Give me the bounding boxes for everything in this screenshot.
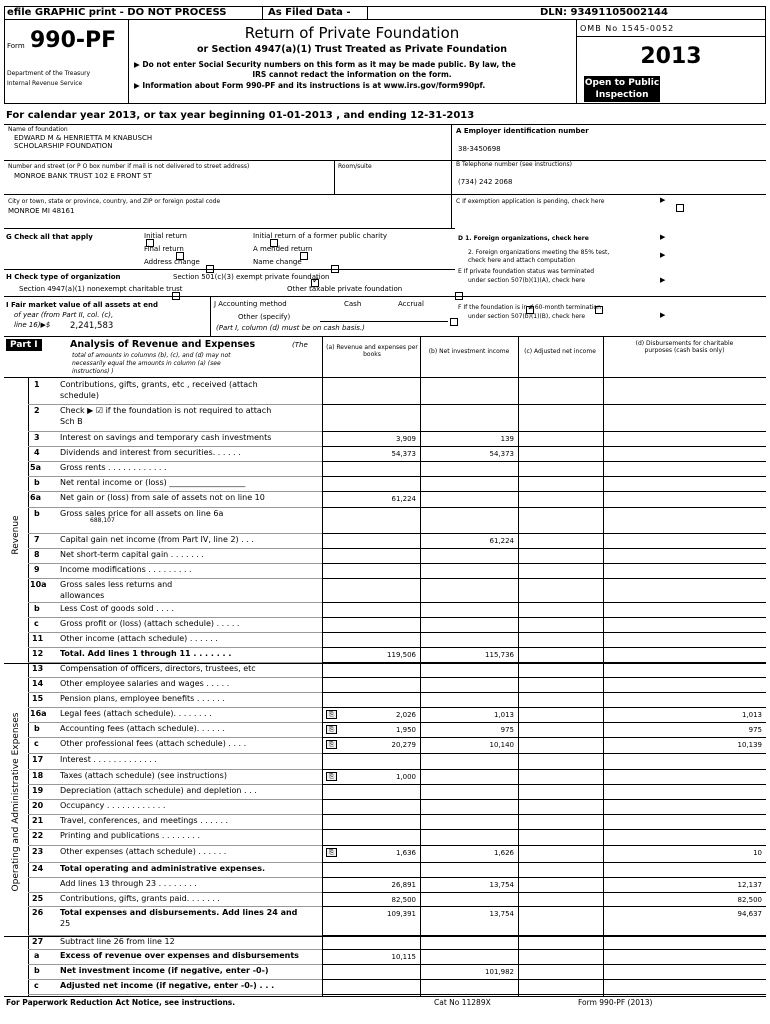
name-label: Name of foundation: [8, 126, 68, 133]
row-separator: [322, 829, 766, 830]
amount-col-a: 1,950: [395, 726, 416, 734]
row-separator: [322, 507, 766, 508]
row-separator-label: [28, 707, 322, 708]
amount-col-a: 61,224: [391, 495, 416, 503]
row-separator-label: [28, 994, 322, 995]
amount-col-a: 26,891: [391, 881, 416, 889]
amount-col-b: 13,754: [489, 910, 514, 918]
attachment-icon[interactable]: ⎘: [326, 848, 337, 857]
line-number: 5a: [30, 463, 41, 472]
c-label: C If exemption application is pending, check here: [456, 198, 605, 205]
amount-col-b: 115,736: [485, 651, 514, 659]
row-separator-label: [28, 617, 322, 618]
notice-irs: IRS cannot redact the information on the form.: [252, 70, 452, 79]
line-label-continued: allowances: [60, 591, 105, 600]
filed-banner: As Filed Data -: [268, 7, 351, 18]
part1-desc-1: total of amounts in columns (b), (c), and (d) may not: [72, 352, 231, 359]
row-separator-label: [28, 662, 322, 663]
line-number: b: [34, 966, 40, 975]
amount-col-d: 1,013: [741, 711, 762, 719]
line-number: b: [34, 604, 40, 613]
row-separator: [322, 949, 766, 950]
row-separator: [322, 533, 766, 534]
row-separator-label: [28, 491, 322, 492]
amount-col-a: 1,636: [395, 849, 416, 857]
row-separator: [322, 964, 766, 965]
line-label: Income modifications . . . . . . . . .: [60, 565, 192, 574]
line-number: 1: [34, 380, 40, 389]
city-value: MONROE MI 48161: [8, 207, 75, 215]
row-separator: [322, 845, 766, 846]
row-separator-label: [28, 647, 322, 648]
phone-value: (734) 242 2068: [458, 178, 513, 186]
line-number: 8: [34, 550, 40, 559]
line-number: 6a: [30, 493, 41, 502]
line-number: 10a: [30, 580, 47, 589]
line-number: 26: [32, 908, 44, 917]
footer-paperwork: For Paperwork Reduction Act Notice, see instructions.: [6, 998, 236, 1007]
efile-banner: efile GRAPHIC print - DO NOT PROCESS: [7, 7, 227, 18]
row-separator-label: [28, 906, 322, 907]
initial-former-label: Initial return of a former public charity: [253, 232, 388, 240]
row-separator-label: [28, 677, 322, 678]
line-label: Net investment income (if negative, enter -0-): [60, 966, 269, 975]
line-number: 12: [32, 649, 44, 658]
row-separator: [322, 994, 766, 995]
line-label: Net rental income or (loss) ___________________: [60, 478, 246, 487]
amount-col-a: 20,279: [391, 741, 416, 749]
line-label: Contributions, gifts, grants, etc , received (attach: [60, 380, 258, 389]
row-separator: [322, 617, 766, 618]
f-label-1: F If the foundation is in a 60-month termination: [458, 304, 601, 311]
e-label-1: E If private foundation status was terminated: [458, 268, 595, 275]
row-separator-label: [28, 548, 322, 549]
line-label: Other professional fees (attach schedule) . . . .: [60, 739, 247, 748]
line-number: 21: [32, 816, 44, 825]
form-prefix: Form: [7, 42, 25, 50]
row-separator-label: [28, 692, 322, 693]
row-separator: [322, 707, 766, 708]
amount-col-a: 82,500: [391, 896, 416, 904]
row-separator: [322, 461, 766, 462]
line-label: Gross profit or (loss) (attach schedule) . . . . .: [60, 619, 240, 628]
h-4947-label: Section 4947(a)(1) nonexempt charitable trust: [19, 285, 183, 293]
row-separator-label: [28, 431, 322, 432]
amount-col-b: 975: [500, 726, 514, 734]
line-number: 25: [32, 894, 44, 903]
f-label-2: under section 507(b)(1)(B), check here: [468, 313, 586, 320]
row-separator: [322, 769, 766, 770]
amount-col-a: 2,026: [395, 711, 416, 719]
line-number: b: [34, 478, 40, 487]
h-other-label: Other taxable private foundation: [287, 285, 403, 293]
row-separator: [322, 662, 766, 663]
line-number: b: [34, 724, 40, 733]
row-separator-label: [28, 784, 322, 785]
line-label-continued: 25: [60, 919, 71, 928]
col-c-header: (c) Adjusted net income: [524, 348, 596, 355]
d2-label-2: check here and attach computation: [468, 257, 576, 264]
line-number: c: [34, 981, 39, 990]
line-label: Dividends and interest from securities. . . . . .: [60, 448, 241, 457]
part1-desc-3: instructions) ): [72, 368, 114, 375]
row-separator: [322, 548, 766, 549]
row-separator: [322, 431, 766, 432]
row-separator: [322, 979, 766, 980]
col-d-header: (d) Disbursements for charitable purposes (cash basis only): [635, 340, 734, 354]
row-separator-label: [28, 753, 322, 754]
line-number: 24: [32, 864, 44, 873]
row-separator: [322, 753, 766, 754]
line-label: Gross rents . . . . . . . . . . . .: [60, 463, 167, 472]
row-separator-label: [28, 578, 322, 579]
row-separator-label: [28, 722, 322, 723]
row-separator: [322, 814, 766, 815]
final-return-label: Final return: [144, 245, 184, 253]
row-separator: [322, 935, 766, 936]
fmv-value: 2,241,583: [70, 321, 114, 331]
amount-col-b: 101,982: [485, 968, 514, 976]
line-number: 27: [32, 937, 44, 946]
line-number: 15: [32, 694, 44, 703]
row-separator: [322, 737, 766, 738]
line-label: Net short-term capital gain . . . . . . .: [60, 550, 204, 559]
calendar-line: For calendar year 2013, or tax year beginning 01-01-2013 , and ending 12-31-2013: [6, 110, 475, 121]
initial-return-label: Initial return: [144, 232, 187, 240]
amount-col-b: 61,224: [489, 537, 514, 545]
row-separator: [322, 722, 766, 723]
footer-form: Form 990-PF (2013): [578, 998, 653, 1007]
amount-col-a: 54,373: [391, 450, 416, 458]
open-public-badge: Open to Public Inspection: [584, 78, 660, 100]
part1-title: Analysis of Revenue and Expenses: [70, 339, 256, 350]
row-separator-label: [28, 404, 322, 405]
line-label-continued: schedule): [60, 391, 99, 400]
line-label: Interest . . . . . . . . . . . . .: [60, 755, 157, 764]
line-label: Capital gain net income (from Part IV, line 2) . . .: [60, 535, 254, 544]
row-separator: [322, 799, 766, 800]
row-separator-label: [28, 533, 322, 534]
dln: DLN: 93491105002144: [540, 7, 668, 18]
line-number: 22: [32, 831, 44, 840]
accrual-label: Accrual: [398, 300, 424, 308]
line-number: 13: [32, 664, 44, 673]
line-label-continued: Sch B: [60, 417, 83, 426]
row-separator-label: [28, 949, 322, 950]
amount-col-a: 1,000: [395, 773, 416, 781]
line-label: Net gain or (loss) from sale of assets not on line 10: [60, 493, 265, 502]
amount-col-a: 109,391: [387, 910, 416, 918]
row-separator-label: [28, 602, 322, 603]
line-number: c: [34, 739, 39, 748]
line-number: 2: [34, 406, 40, 415]
j-label: J Accounting method: [214, 300, 287, 308]
line-label: Check ▶ ☑ if the foundation is not required to attach: [60, 406, 272, 415]
row-separator-label: [28, 632, 322, 633]
line-label: Subtract line 26 from line 12: [60, 937, 175, 946]
line-label: Contributions, gifts, grants paid. . . . . . .: [60, 894, 220, 903]
part1-tag: Part I: [6, 339, 42, 351]
i-line-3: line 16)▶$: [14, 321, 51, 329]
line-label: Other income (attach schedule) . . . . . .: [60, 634, 218, 643]
row-separator-label: [28, 461, 322, 462]
attachment-icon[interactable]: ⎘: [326, 772, 337, 781]
c-checkbox[interactable]: [676, 204, 684, 212]
line-number: b: [34, 509, 40, 518]
amount-col-d: 10: [753, 849, 762, 857]
j-note: (Part I, column (d) must be on cash basis.): [216, 324, 365, 332]
row-separator: [322, 647, 766, 648]
line-number: 3: [34, 433, 40, 442]
line-number: 4: [34, 448, 40, 457]
attachment-icon[interactable]: ⎘: [326, 710, 337, 719]
i-line-2: of year (from Part II, col. (c),: [14, 311, 114, 319]
amount-col-d: 10,139: [737, 741, 762, 749]
row-separator-label: [28, 563, 322, 564]
col-a-header: (a) Revenue and expenses per books: [326, 344, 418, 358]
col-b-header: (b) Net investment income: [428, 348, 510, 355]
row-separator-label: [28, 892, 322, 893]
amount-col-b: 1,626: [493, 849, 514, 857]
line-number: a: [34, 951, 40, 960]
revenue-side-label: Revenue: [11, 515, 21, 555]
notice-info: ▶ Information about Form 990-PF and its instructions is at www.irs.gov/form990pf.: [134, 81, 486, 90]
line-number: 20: [32, 801, 44, 810]
row-separator-label: [28, 845, 322, 846]
line-number: c: [34, 619, 39, 628]
org-name-2: SCHOLARSHIP FOUNDATION: [14, 142, 113, 150]
other-method-label: Other (specify): [238, 313, 291, 321]
amount-col-d: 94,637: [737, 910, 762, 918]
line-label: Legal fees (attach schedule). . . . . . . .: [60, 709, 212, 718]
line-number: 11: [32, 634, 44, 643]
tax-year: 2013: [640, 44, 702, 69]
h-501c3-label: Section 501(c)(3) exempt private foundation: [173, 273, 330, 281]
amount-col-b: 10,140: [489, 741, 514, 749]
row-separator-label: [28, 877, 322, 878]
line-number: 14: [32, 679, 44, 688]
row-separator-label: [28, 446, 322, 447]
row-separator: [322, 862, 766, 863]
org-name-1: EDWARD M & HENRIETTA M KNABUSCH: [14, 134, 153, 142]
footer-cat: Cat No 11289X: [434, 998, 491, 1007]
row-separator: [322, 632, 766, 633]
row-separator-label: [28, 737, 322, 738]
line-number: 16a: [30, 709, 47, 718]
line-label: Total operating and administrative expenses.: [60, 864, 265, 873]
row-separator: [322, 692, 766, 693]
line-label: Other expenses (attach schedule) . . . . . .: [60, 847, 227, 856]
row-separator-label: [28, 964, 322, 965]
row-separator: [322, 491, 766, 492]
amount-col-a: 119,506: [387, 651, 416, 659]
street-label: Number and street (or P O box number if mail is not delivered to street address): [8, 163, 250, 170]
row-separator: [322, 892, 766, 893]
name-change-label: Name change: [253, 258, 302, 266]
amount-col-b: 54,373: [489, 450, 514, 458]
h-label: H Check type of organization: [6, 273, 121, 281]
line-label: Depreciation (attach schedule) and depletion . . .: [60, 786, 257, 795]
row-separator: [322, 877, 766, 878]
row-separator-label: [28, 769, 322, 770]
line-label: Accounting fees (attach schedule). . . . . .: [60, 724, 225, 733]
expenses-side-label: Operating and Administrative Expenses: [11, 712, 21, 892]
i-line-1: I Fair market value of all assets at end: [6, 301, 159, 309]
form-subtitle: or Section 4947(a)(1) Trust Treated as Private Foundation: [196, 44, 508, 55]
row-separator: [322, 906, 766, 907]
notice-ssn: ▶ Do not enter Social Security numbers on this form as it may be made public. By law, the: [134, 60, 516, 69]
line-label: Adjusted net income (if negative, enter -0-) . . .: [60, 981, 275, 990]
row-separator: [322, 476, 766, 477]
row-separator: [322, 446, 766, 447]
amended-label: A mended return: [253, 245, 313, 253]
cash-label: Cash: [344, 300, 362, 308]
row-separator: [322, 578, 766, 579]
amount-col-b: 13,754: [489, 881, 514, 889]
row-separator-label: [28, 862, 322, 863]
d1-label: D 1. Foreign organizations, check here: [458, 235, 589, 242]
line-label: Add lines 13 through 23 . . . . . . . .: [60, 879, 197, 888]
amount-col-b: 139: [500, 435, 514, 443]
dept-treasury: Department of the Treasury: [7, 70, 91, 77]
amount-col-d: 82,500: [737, 896, 762, 904]
other-method-checkbox[interactable]: [450, 318, 458, 326]
attachment-icon[interactable]: ⎘: [326, 725, 337, 734]
line-number: 9: [34, 565, 40, 574]
row-separator-label: [28, 799, 322, 800]
ein-value: 38-3450698: [458, 145, 501, 153]
row-separator-label: [28, 507, 322, 508]
line-label: Excess of revenue over expenses and disbursements: [60, 951, 299, 960]
line-number: 7: [34, 535, 40, 544]
amount-col-d: 12,137: [737, 881, 762, 889]
row-separator-label: [28, 979, 322, 980]
g-label: G Check all that apply: [6, 233, 93, 241]
form-number: 990-PF: [30, 28, 117, 53]
address-change-label: Address change: [144, 258, 200, 266]
row-separator: [322, 784, 766, 785]
d2-label-1: 2. Foreign organizations meeting the 85% test,: [468, 249, 610, 256]
line-label: Travel, conferences, and meetings . . . . . .: [60, 816, 229, 825]
line-label: Compensation of officers, directors, trustees, etc: [60, 664, 256, 673]
attachment-icon[interactable]: ⎘: [326, 740, 337, 749]
dept-irs: Internal Revenue Service: [7, 80, 83, 87]
part1-title-note: (The: [292, 341, 308, 349]
line-number: 23: [32, 847, 44, 856]
line-label: Occupancy . . . . . . . . . . . .: [60, 801, 166, 810]
room-label: Room/suite: [338, 163, 372, 170]
street-value: MONROE BANK TRUST 102 E FRONT ST: [14, 172, 152, 180]
line-label: Taxes (attach schedule) (see instructions): [60, 771, 227, 780]
e-label-2: under section 507(b)(1)(A), check here: [468, 277, 586, 284]
row-separator-label: [28, 829, 322, 830]
phone-label: B Telephone number (see instructions): [456, 161, 572, 168]
line-label: Other employee salaries and wages . . . . .: [60, 679, 230, 688]
line-label: Gross sales less returns and: [60, 580, 173, 589]
omb-number: OMB No 1545-0052: [580, 24, 675, 33]
line-label-continued: 688,107: [90, 517, 115, 524]
row-separator: [322, 677, 766, 678]
line-label: Gross sales price for all assets on line 6a: [60, 509, 224, 518]
line-label: Total expenses and disbursements. Add lines 24 and: [60, 908, 298, 917]
line-number: 17: [32, 755, 44, 764]
row-separator: [322, 602, 766, 603]
row-separator: [322, 563, 766, 564]
part1-desc-2: necessarily equal the amounts in column (a) (see: [72, 360, 221, 367]
amount-col-a: 10,115: [391, 953, 416, 961]
line-label: Printing and publications . . . . . . . .: [60, 831, 201, 840]
line-number: 18: [32, 771, 44, 780]
form-title: Return of Private Foundation: [244, 24, 460, 42]
line-number: 19: [32, 786, 44, 795]
line-label: Interest on savings and temporary cash investments: [60, 433, 272, 442]
row-separator-label: [28, 935, 322, 936]
amount-col-b: 1,013: [493, 711, 514, 719]
row-separator: [322, 404, 766, 405]
line-label: Pension plans, employee benefits . . . . . .: [60, 694, 225, 703]
row-separator-label: [28, 476, 322, 477]
row-separator-label: [28, 814, 322, 815]
line-label: Less Cost of goods sold . . . .: [60, 604, 175, 613]
amount-col-d: 975: [748, 726, 762, 734]
city-label: City or town, state or province, country, and ZIP or foreign postal code: [8, 198, 221, 205]
amount-col-a: 3,909: [395, 435, 416, 443]
ein-label: A Employer identification number: [456, 127, 589, 135]
line-label: Total. Add lines 1 through 11 . . . . . . .: [60, 649, 232, 658]
